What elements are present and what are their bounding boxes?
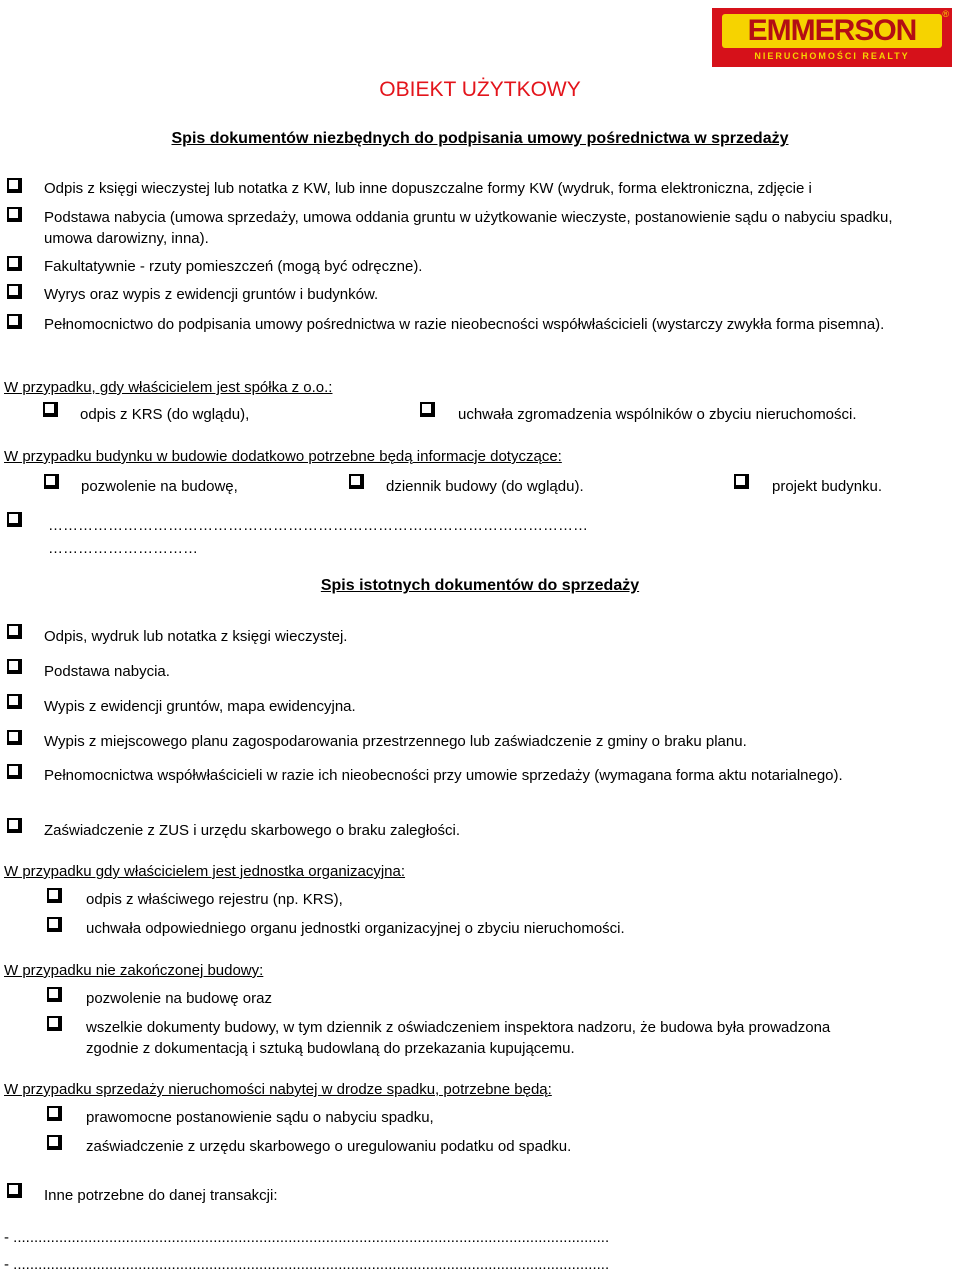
blank-line-2: - ............................................................................................................................................... bbox=[4, 1256, 610, 1273]
logo-registered-mark: ® bbox=[942, 9, 949, 19]
checkbox-unfinished-item1[interactable] bbox=[47, 987, 62, 1002]
company-item-krs: odpis z KRS (do wglądu), bbox=[80, 406, 250, 423]
company-heading: W przypadku, gdy właścicielem jest spółka z o.o.: bbox=[4, 379, 333, 396]
checkbox-s2-item6[interactable] bbox=[7, 818, 22, 833]
other-label: Inne potrzebne do danej transakcji: bbox=[44, 1187, 278, 1204]
s2-item2: Podstawa nabycia. bbox=[44, 663, 170, 680]
checkbox-s2-item1[interactable] bbox=[7, 624, 22, 639]
building-heading: W przypadku budynku w budowie dodatkowo potrzebne będą informacje dotyczące: bbox=[4, 448, 562, 465]
checkbox-resolution[interactable] bbox=[420, 402, 435, 417]
s2-item3: Wypis z ewidencji gruntów, mapa ewidencyjna. bbox=[44, 698, 356, 715]
unfinished-item1: pozwolenie na budowę oraz bbox=[86, 990, 272, 1007]
inherit-item2: zaświadczenie z urzędu skarbowego o uregulowaniu podatku od spadku. bbox=[86, 1138, 572, 1155]
checkbox-s1-item3[interactable] bbox=[7, 256, 22, 271]
company-item-resolution: uchwała zgromadzenia wspólników o zbyciu nieruchomości. bbox=[458, 406, 857, 423]
checkbox-s1-item1[interactable] bbox=[7, 178, 22, 193]
checkbox-project[interactable] bbox=[734, 474, 749, 489]
s2-item5: Pełnomocnictwa współwłaścicieli w razie ich nieobecności przy umowie sprzedaży (wymagana forma aktu notarialnego). bbox=[44, 767, 843, 784]
checkbox-s2-item5[interactable] bbox=[7, 764, 22, 779]
org-item1: odpis z właściwego rejestru (np. KRS), bbox=[86, 891, 343, 908]
inherit-item1: prawomocne postanowienie sądu o nabyciu spadku, bbox=[86, 1109, 434, 1126]
checkbox-s2-item2[interactable] bbox=[7, 659, 22, 674]
checkbox-krs[interactable] bbox=[43, 402, 58, 417]
inherit-heading: W przypadku sprzedaży nieruchomości nabytej w drodze spadku, potrzebne będą: bbox=[4, 1081, 552, 1098]
checkbox-s1-item2[interactable] bbox=[7, 207, 22, 222]
s2-item1: Odpis, wydruk lub notatka z księgi wieczystej. bbox=[44, 628, 348, 645]
s2-item6: Zaświadczenie z ZUS i urzędu skarbowego o braku zaległości. bbox=[44, 822, 461, 839]
org-item2: uchwała odpowiedniego organu jednostki organizacyjnej o zbyciu nieruchomości. bbox=[86, 920, 625, 937]
logo-tagline: NIERUCHOMOŚCI REALTY bbox=[754, 51, 910, 61]
checkbox-inherit-item1[interactable] bbox=[47, 1106, 62, 1121]
logo-wordmark: EMMERSON bbox=[722, 14, 942, 48]
checkbox-inherit-item2[interactable] bbox=[47, 1135, 62, 1150]
section1-heading: Spis dokumentów niezbędnych do podpisania umowy pośrednictwa w sprzedaży bbox=[171, 130, 789, 147]
unfinished-heading: W przypadku nie zakończonej budowy: bbox=[4, 962, 264, 979]
s1-item5: Pełnomocnictwo do podpisania umowy pośrednictwa w razie nieobecności współwłaścicieli (wystarczy zwykła forma pisemna). bbox=[44, 316, 885, 333]
dots-line-2: ………………………… bbox=[48, 540, 198, 557]
s2-item4: Wypis z miejscowego planu zagospodarowania przestrzennego lub zaświadczenie z gminy o braku planu. bbox=[44, 733, 747, 750]
checkbox-s1-item5[interactable] bbox=[7, 314, 22, 329]
dots-line-1: ……………………………………………………………………………………………… bbox=[48, 517, 588, 534]
checkbox-diary[interactable] bbox=[349, 474, 364, 489]
emmerson-logo bbox=[712, 8, 952, 67]
building-item-project: projekt budynku. bbox=[772, 478, 883, 495]
checkbox-s1-item4[interactable] bbox=[7, 284, 22, 299]
section2-heading: Spis istotnych dokumentów do sprzedaży bbox=[320, 577, 640, 594]
org-heading: W przypadku gdy właścicielem jest jednostka organizacyjna: bbox=[4, 863, 406, 880]
building-item-diary: dziennik budowy (do wglądu). bbox=[386, 478, 584, 495]
s1-item3: Fakultatywnie - rzuty pomieszczeń (mogą być odręczne). bbox=[44, 258, 423, 275]
checkbox-org-item1[interactable] bbox=[47, 888, 62, 903]
checkbox-org-item2[interactable] bbox=[47, 917, 62, 932]
unfinished-item2: wszelkie dokumenty budowy, w tym dziennik z oświadczeniem inspektora nadzoru, że budowa była prowadzona zgodnie z dokumentacją i sztuką budowlaną do przekazania kupującemu. bbox=[86, 1019, 831, 1057]
building-item-permit: pozwolenie na budowę, bbox=[81, 478, 238, 495]
s1-item1: Odpis z księgi wieczystej lub notatka z KW, lub inne dopuszczalne formy KW (wydruk, forma elektroniczna, zdjęcie i bbox=[44, 180, 812, 197]
checkbox-unfinished-item2[interactable] bbox=[47, 1016, 62, 1031]
checkbox-blank[interactable] bbox=[7, 512, 22, 527]
s1-item2: Podstawa nabycia (umowa sprzedaży, umowa oddania gruntu w użytkowanie wieczyste, postanowienie sądu o nabyciu spadku, umowa darowizny, inna). bbox=[44, 209, 893, 247]
s1-item4: Wyrys oraz wypis z ewidencji gruntów i budynków. bbox=[44, 286, 379, 303]
blank-line-1: - ............................................................................................................................................... bbox=[4, 1229, 610, 1246]
checkbox-s2-item4[interactable] bbox=[7, 730, 22, 745]
checkbox-other[interactable] bbox=[7, 1183, 22, 1198]
page-title: OBIEKT UŻYTKOWY bbox=[379, 78, 581, 101]
checkbox-permit[interactable] bbox=[44, 474, 59, 489]
checkbox-s2-item3[interactable] bbox=[7, 694, 22, 709]
